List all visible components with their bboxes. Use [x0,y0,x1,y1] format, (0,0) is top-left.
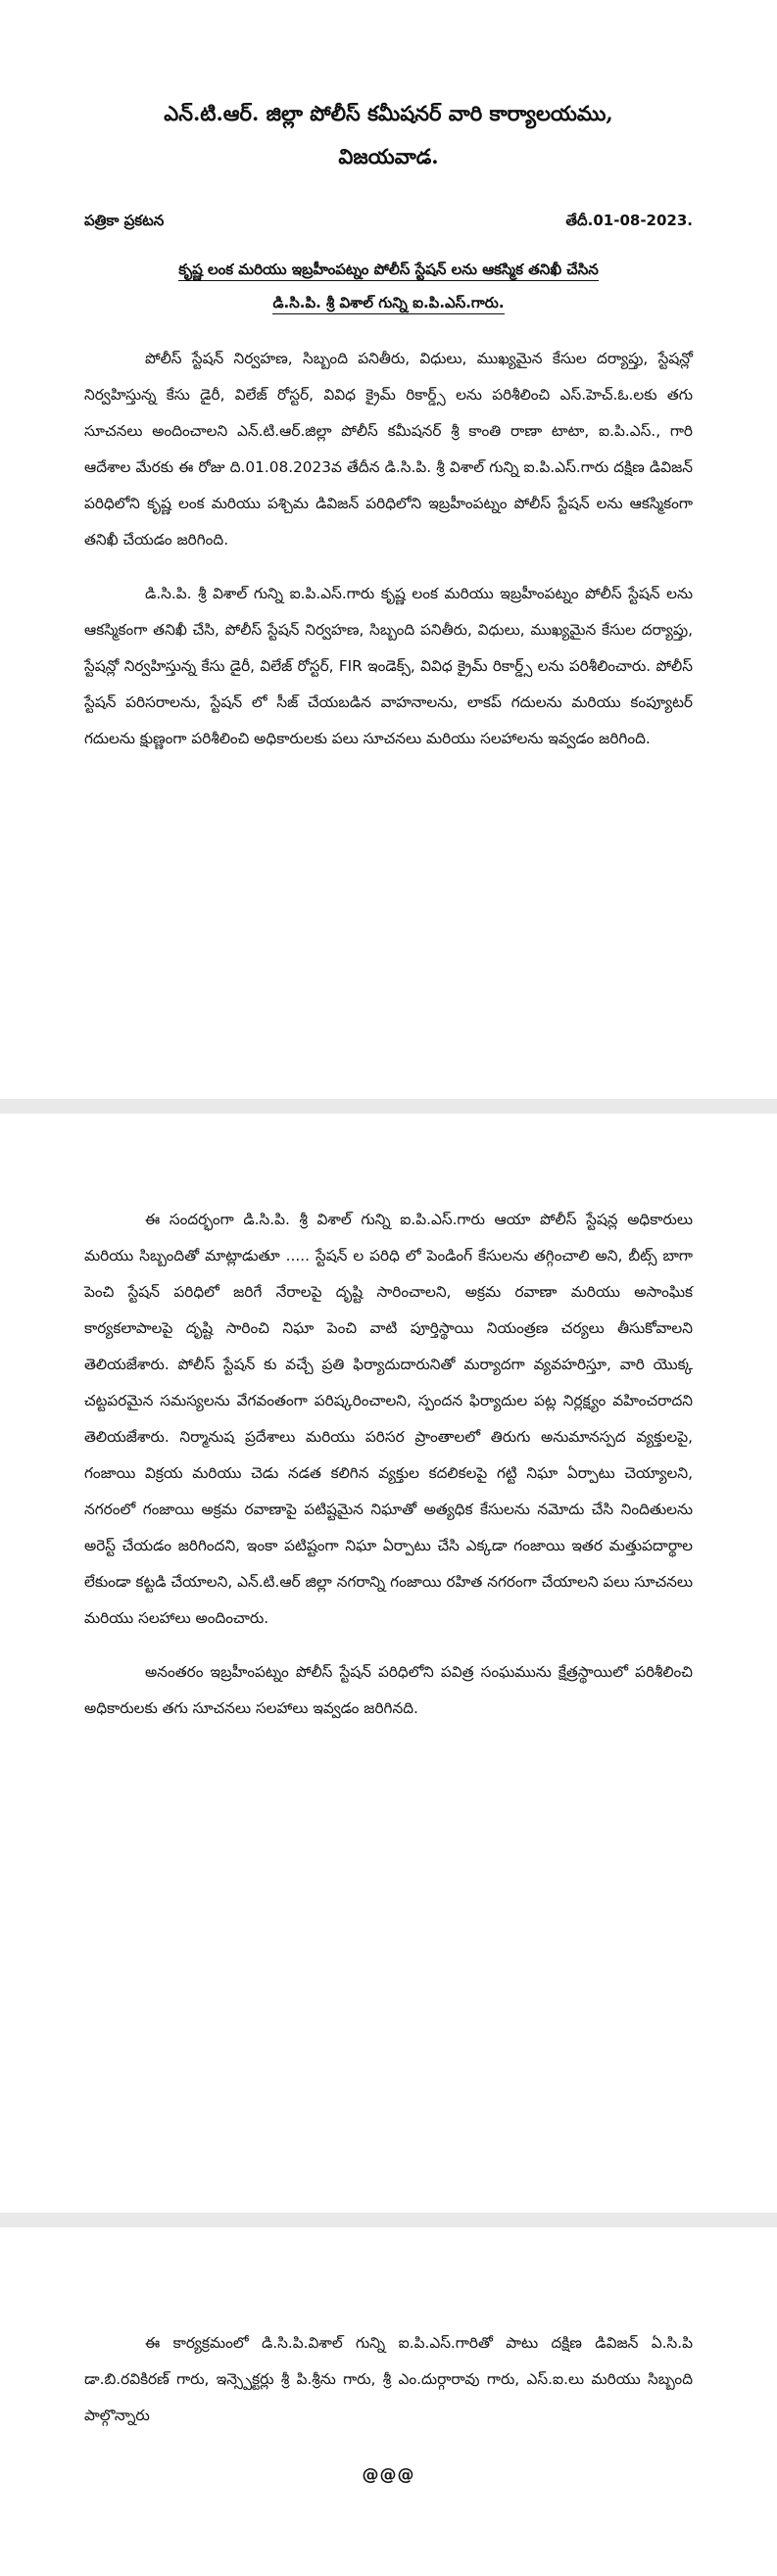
paragraph-1: పోలీస్ స్టేషన్ నిర్వహణ, సిబ్బంది పనితీరు, విధులు, ముఖ్యమైన కేసుల దర్యాప్తు, స్టేషన్లో నిర్వహిస్తున్న కేసు డైరీ, విలేజ్ రోస్టర్, వివిధ క్రైమ్ రికార్డ్స్ లను పరిశీలించి ఎస్.హెచ్.ఓ.లకు తగు సూచనలు అందించాలని ఎన్.టి.ఆర్.జిల్లా పోలీస్ కమీషనర్ శ్రీ కాంతి రాణా టాటా, ఐ.పి.ఎస్., గారి ఆదేశాల మేరకు ఈ రోజు ది.01.08.2023వ తేదీన డి.సి.పి. శ్రీ విశాల్ గున్ని ఐ.పి.ఎస్.గారు దక్షిణ డివిజన్ పరిధిలోని కృష్ణ లంక మరియు పశ్చిమ డివిజన్ పరిధిలోని ఇబ్రహీంపట్నం పోలీస్ స్టేషన్ లను ఆకస్మికంగా తనిఖీ చేయడం జరిగింది. [84,350,693,549]
subject-heading [84,253,693,319]
document-page-1 [0,0,777,1099]
document-page-2 [0,1114,777,2213]
document-page-3 [0,2227,777,2576]
paragraph-3: ఈ సందర్భంగా డి.సి.పి. శ్రీ విశాల్ గున్ని ఐ.పి.ఎస్.గారు ఆయా పోలీస్ స్టేషన్ల అధికారులు మరియు సిబ్బందితో మాట్లాడుతూ ..... స్టేషన్ ల పరిధి లో పెండింగ్ కేసులను తగ్గించాలి అని, బీట్స్ బాగా పెంచి స్టేషన్ పరిధిలో జరిగే నేరాలపై దృష్టి సారించాలని, అక్రమ రవాణా మరియు అసాంఘిక కార్యకలాపాలపై దృష్టి సారించి నిఘా పెంచి వాటి పూర్తిస్థాయి నియంత్రణ చర్యలు తీసుకోవాలని తెలియజేశారు. పోలీస్ స్టేషన్ కు వచ్చే ప్రతి ఫిర్యాదుదారునితో మర్యాదగా వ్యవహరిస్తూ, వారి యొక్క చట్టపరమైన సమస్యలను వేగవంతంగా పరిష్కరించాలని, స్పందన ఫిర్యాదుల పట్ల నిర్లక్ష్యం వహించరాదని తెలియజేశారు. నిర్మానుష ప్రదేశాలు మరియు పరిసర ప్రాంతాలలో తిరుగు అనుమానస్పద వ్యక్తులపై, గంజాయి విక్రయ మరియు చెడు నడత కలిగిన వ్యక్తుల కదలికలపై గట్టి నిఘా ఏర్పాటు చెయ్యాలని, నగరంలో గంజాయి అక్రమ రవాణాపై పటిష్టమైన నిఘాతో అత్యధిక కేసులను నమోదు చేసి నిందితులను అరెస్ట్ చేయడం జరిగిందని, ఇంకా పటిష్టంగా నిఘా ఏర్పాటు చేసి ఎక్కడా గంజాయి ఇతర మత్తుపదార్థాల లేకుండా కట్టడి చేయాలని, ఎన్.టి.ఆర్ జిల్లా నగరాన్ని గంజాయి రహిత నగరంగా చేయాలని పలు సూచనలు మరియు సలహాలు అందించారు. [84,1211,693,1627]
paragraph-2: డి.సి.పి. శ్రీ విశాల్ గున్ని ఐ.పి.ఎస్.గారు కృష్ణ లంక మరియు ఇబ్రహీంపట్నం పోలీస్ స్టేషన్ లను ఆకస్మికంగా తనిఖీ చేసి, పోలీస్ స్టేషన్ నిర్వహణ, సిబ్బంది పనితీరు, విధులు, ముఖ్యమైన కేసుల దర్యాప్తు, స్టేషన్లో నిర్వహిస్తున్న కేసు డైరీ, విలేజ్ రోస్టర్, FIR ఇండెక్స్, వివిధ క్రైమ్ రికార్డ్స్ లను పరిశీలించారు. పోలీస్ స్టేషన్ పరిసరాలను, స్టేషన్ లో సీజ్ చేయబడిన వాహనాలను, లాకప్ గదులను మరియు కంప్యూటర్ గదులను క్షుణ్ణంగా పరిశీలించి అధికారులకు పలు సూచనలు మరియు సలహాలను ఇవ్వడం జరిగింది. [84,585,693,747]
press-release-row [84,212,693,233]
subject-line-1: కృష్ణ లంక మరియు ఇబ్రహీంపట్నం పోలీస్ స్టేషన్ లను ఆకస్మిక తనిఖీ చేసిన [178,261,599,281]
subject-line-2: డి.సి.పి. శ్రీ విశాల్ గున్ని ఐ.పి.ఎస్.గారు. [272,294,504,314]
paragraph-4: అనంతరం ఇబ్రహీంపట్నం పోలీస్ స్టేషన్ పరిధిలోని పవిత్ర సంఘమును క్షేత్రస్థాయిలో పరిశీలించి అధికారులకు తగు సూచనలు సలహాలు ఇవ్వడం జరిగినది. [84,1663,693,1717]
press-release-date: తేదీ.01-08-2023. [565,212,693,229]
office-city: విజయవాడ. [338,144,439,168]
closing-mark: @@@ [362,2465,415,2485]
paragraph-5: ఈ కార్యక్రమంలో డి.సి.పి.విశాల్ గున్ని ఐ.పి.ఎస్.గారితో పాటు దక్షిణ డివిజన్ ఏ.సి.పి డా.బి.రవికిరణ్ గారు, ఇన్స్పెక్టర్లు శ్రీ పి.శ్రీను గారు, శ్రీ ఎం.దుర్గారావు గారు, ఎస్.ఐ.లు మరియు సిబ్బంది పాల్గొన్నారు [84,2334,693,2424]
press-release-label: పత్రికా ప్రకటన [84,212,165,229]
office-title: ఎన్.టి.ఆర్. జిల్లా పోలీస్ కమీషనర్ వారి కార్యాలయము, [164,101,613,125]
